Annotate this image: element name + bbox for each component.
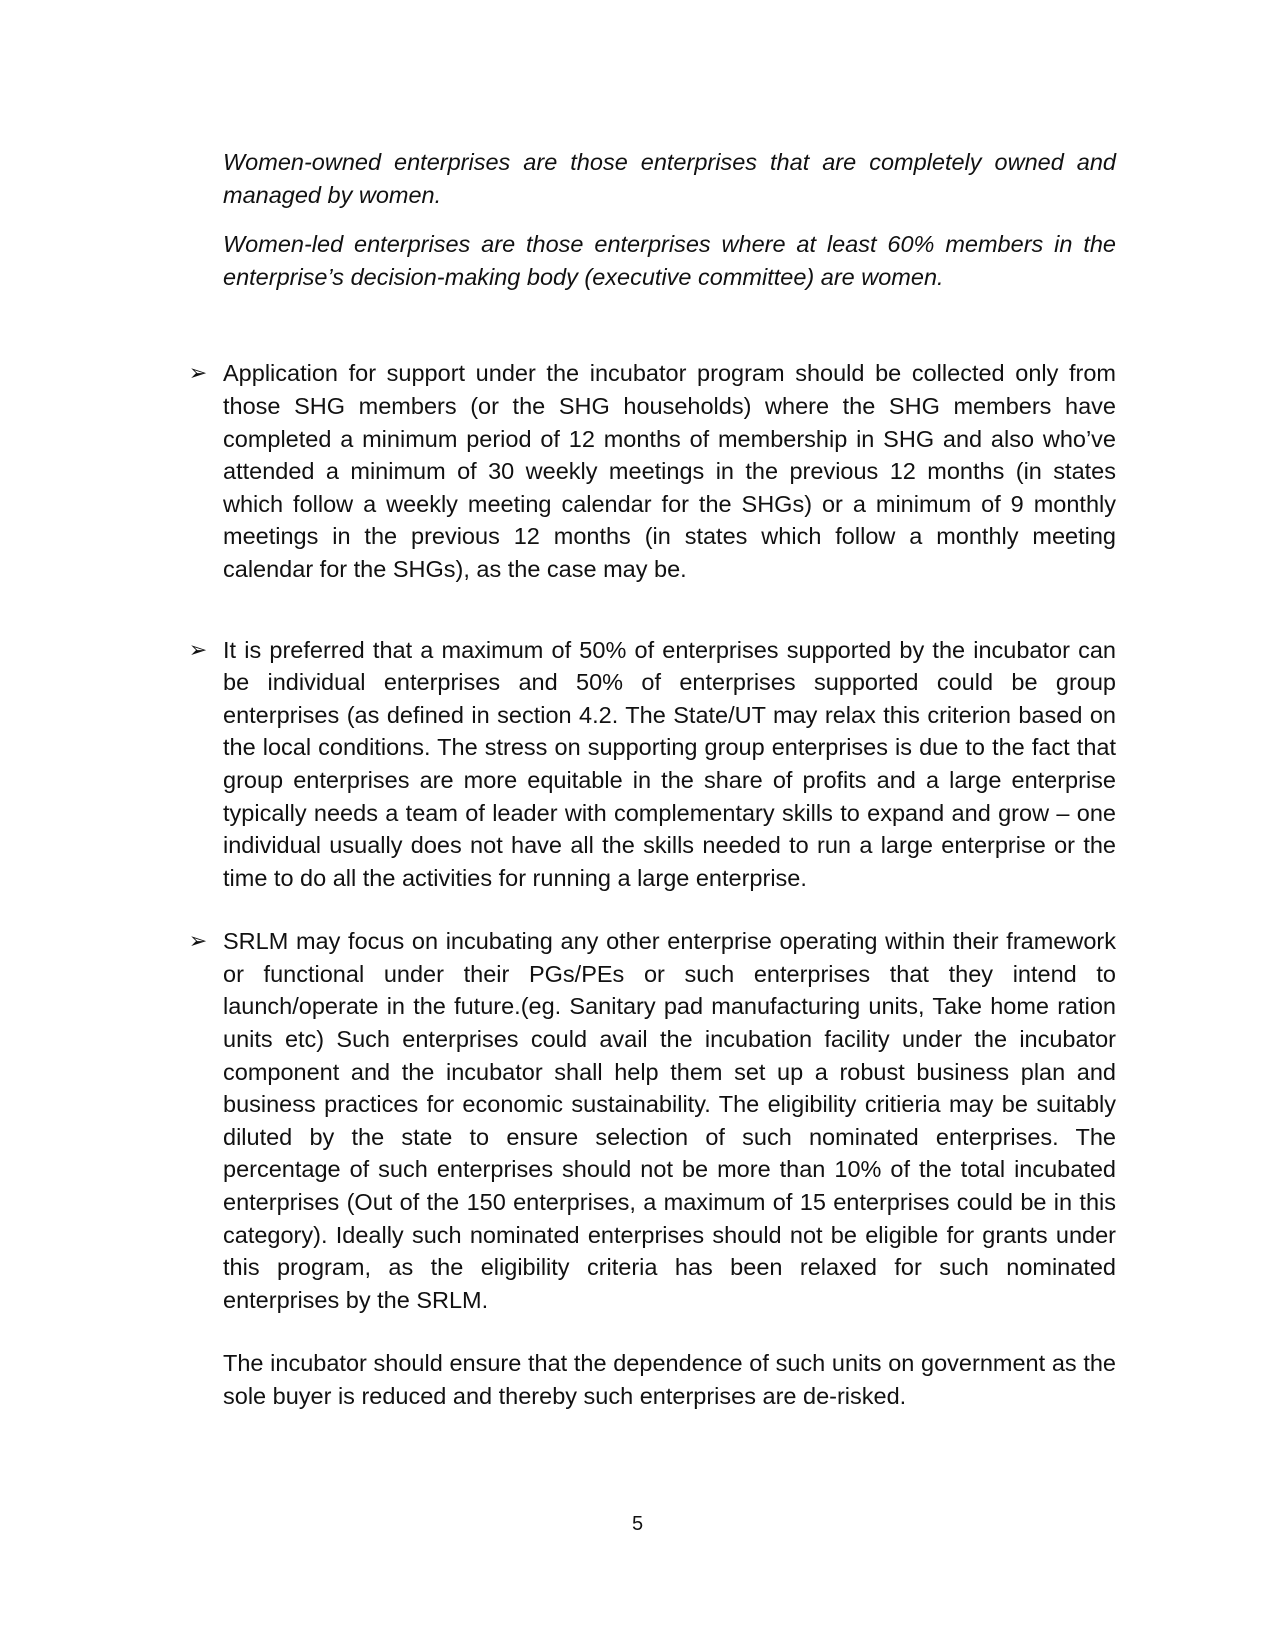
arrow-bullet-icon: ➢ [188,360,208,386]
bullet-item-enterprise-mix [188,634,1116,895]
definition-women-led: Women-led enterprises are those enterprises where at least 60% members in the enterprise’s decision-making body (executive committee) are women. [223,231,1116,290]
closing-paragraph: The incubator should ensure that the dependence of such units on government as the sole buyer is reduced and thereby such enterprises are de-risked. [223,1350,1116,1409]
definition-women-owned: Women-owned enterprises are those enterprises that are completely owned and managed by women. [223,149,1116,208]
page-number: 5 [631,1513,644,1535]
bullet-text: Application for support under the incubator program should be collected only from those SHG members (or the SHG households) where the SHG members have completed a minimum period of 12 months of membership in SHG and also who’ve attended a minimum of 30 weekly meetings in the previous 12 months (in states which follow a weekly meeting calendar for the SHGs) or a minimum of 9 monthly meetings in the previous 12 months (in states which follow a monthly meeting calendar for the SHGs), as the case may be. [223,360,1116,582]
page-content [188,146,1116,1413]
bullet-item-srlm-nominated [188,925,1116,1316]
bullet-item-application-eligibility [188,357,1116,585]
bullet-text: SRLM may focus on incubating any other enterprise operating within their framework or functional under their PGs/PEs or such enterprises that they intend to launch/operate in the future.(eg. Sanitary pad manufacturing units, Take home ration units etc) Such enterprises could avail the incubation facility under the incubator component and the incubator shall help them set up a robust business plan and business practices for economic sustainability. The eligibility critieria may be suitably diluted by the state to ensure selection of such nominated enterprises. The percentage of such enterprises should not be more than 10% of the total incubated enterprises (Out of the 150 enterprises, a maximum of 15 enterprises could be in this category). Ideally such nominated enterprises should not be eligible for grants under this program, as the eligibility criteria has been relaxed for such nominated enterprises by the SRLM. [223,928,1116,1313]
bullet-text: It is preferred that a maximum of 50% of enterprises supported by the incubator can be individual enterprises and 50% of enterprises supported could be group enterprises (as defined in section 4.2. The State/UT may relax this criterion based on the local conditions. The stress on supporting group enterprises is due to the fact that group enterprises are more equitable in the share of profits and a large enterprise typically needs a team of leader with complementary skills to expand and grow – one individual usually does not have all the skills needed to run a large enterprise or the time to do all the activities for running a large enterprise. [223,636,1116,891]
arrow-bullet-icon: ➢ [188,636,208,662]
arrow-bullet-icon: ➢ [188,928,208,954]
